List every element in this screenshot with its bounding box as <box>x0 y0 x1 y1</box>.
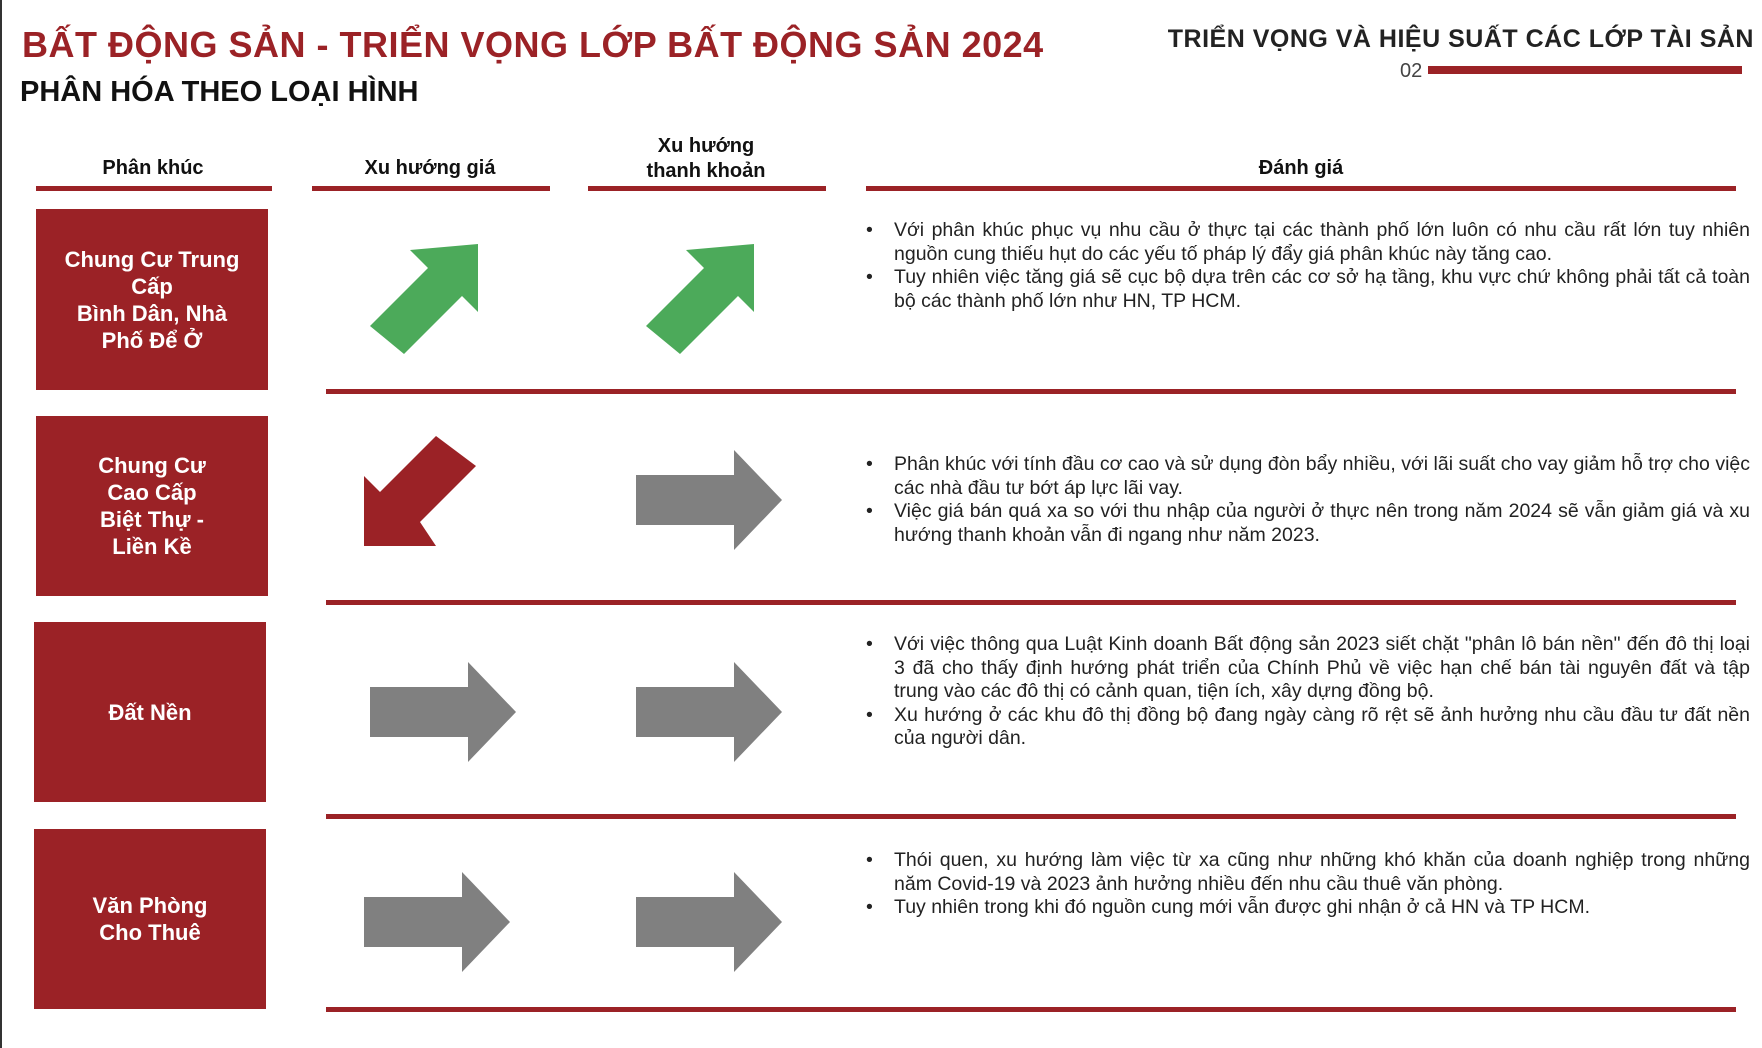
assessment-list <box>866 633 1750 751</box>
assessment-item: • Tuy nhiên trong khi đó nguồn cung mới vẫn được ghi nhận ở cả HN và TP HCM. <box>894 896 1750 920</box>
arrow-flat-shape <box>364 872 510 972</box>
price-trend-arrow <box>364 240 484 355</box>
row-divider <box>326 814 1736 819</box>
assessment-item: • Phân khúc với tính đầu cơ cao và sử dụng đòn bẩy nhiều, với lãi suất cho vay giảm hỗ trợ cho việc các nhà đầu tư bớt áp lực lãi vay. <box>894 453 1750 500</box>
price-trend-arrow <box>364 872 510 972</box>
col-head-segment: Phân khúc <box>102 157 204 179</box>
segment-box: Văn Phòng Cho Thuê <box>34 829 266 1009</box>
section-bar <box>1428 66 1742 74</box>
liquidity-trend-arrow <box>636 662 782 762</box>
segment-box: Chung Cư Cao Cấp Biệt Thự - Liền Kề <box>36 416 268 596</box>
arrow-flat-shape <box>636 872 782 972</box>
row-divider <box>326 600 1736 605</box>
segment-box: Chung Cư Trung Cấp Bình Dân, Nhà Phố Để Ở <box>36 209 268 390</box>
left-border <box>0 0 2 1048</box>
assessment-item: • Với việc thông qua Luật Kinh doanh Bất động sản 2023 siết chặt "phân lô bán nền" đến đô thị loại 3 đã cho thấy định hướng phát triển của Chính Phủ về việc hạn chế bán tài nguyên đất và tập trung vào các đô thị có cảnh quan, tiện ích, xây dựng đồng bộ. <box>894 633 1750 704</box>
col-line-liquidity-trend <box>588 186 826 191</box>
page-title: BẤT ĐỘNG SẢN - TRIỂN VỌNG LỚP BẤT ĐỘNG SẢN 2024 <box>22 24 1044 65</box>
section-title: TRIỂN VỌNG VÀ HIỆU SUẤT CÁC LỚP TÀI SẢN <box>1167 25 1754 53</box>
price-trend-arrow <box>370 662 516 762</box>
price-trend-arrow <box>360 432 482 550</box>
row-divider <box>326 1007 1736 1012</box>
section-number: 02 <box>1400 60 1423 82</box>
arrow-flat-shape <box>370 662 516 762</box>
arrow-up-shape <box>370 244 478 354</box>
col-head-assessment: Đánh giá <box>1258 157 1344 179</box>
arrow-flat-shape <box>636 450 782 550</box>
col-head-price-trend: Xu hướng giá <box>364 157 496 179</box>
assessment-item: • Việc giá bán quá xa so với thu nhập của người ở thực nên trong năm 2024 sẽ vẫn giảm giá và xu hướng thanh khoản vẫn đi ngang như năm 2023. <box>894 500 1750 547</box>
col-head-liquidity-trend <box>588 134 824 184</box>
liquidity-trend-arrow <box>636 872 782 972</box>
col-head-liquidity-line1: Xu hướng <box>657 135 755 157</box>
page-subtitle: PHÂN HÓA THEO LOẠI HÌNH <box>20 76 419 108</box>
liquidity-trend-arrow <box>636 450 782 550</box>
assessment-item: • Xu hướng ở các khu đô thị đồng bộ đang ngày càng rõ rệt sẽ ảnh hưởng nhu cầu đầu tư đất nền của người dân. <box>894 704 1750 751</box>
assessment-list <box>866 849 1750 920</box>
segment-box: Đất Nền <box>34 622 266 802</box>
col-head-liquidity-line2: thanh khoản <box>646 160 766 182</box>
assessment-item: • Thói quen, xu hướng làm việc từ xa cũng như những khó khăn của doanh nghiệp trong những năm Covid-19 và 2023 ảnh hưởng nhiều đến nhu cầu thuê văn phòng. <box>894 849 1750 896</box>
col-line-price-trend <box>312 186 550 191</box>
col-line-segment <box>36 186 272 191</box>
assessment-list <box>866 219 1750 313</box>
arrow-down-shape <box>364 436 476 546</box>
assessment-item: • Tuy nhiên việc tăng giá sẽ cục bộ dựa trên các cơ sở hạ tầng, khu vực chứ không phải tất cả toàn bộ các thành phố lớn như HN, TP HCM. <box>894 266 1750 313</box>
liquidity-trend-arrow <box>640 240 760 355</box>
assessment-item: • Với phân khúc phục vụ nhu cầu ở thực tại các thành phố lớn luôn có nhu cầu rất lớn tuy nhiên nguồn cung thiếu hụt do các yếu tố pháp lý đẩy giá phân khúc này tăng cao. <box>894 219 1750 266</box>
arrow-up-shape <box>646 244 754 354</box>
arrow-flat-shape <box>636 662 782 762</box>
col-line-assessment <box>866 186 1736 191</box>
row-divider <box>326 389 1736 394</box>
assessment-list <box>866 453 1750 547</box>
